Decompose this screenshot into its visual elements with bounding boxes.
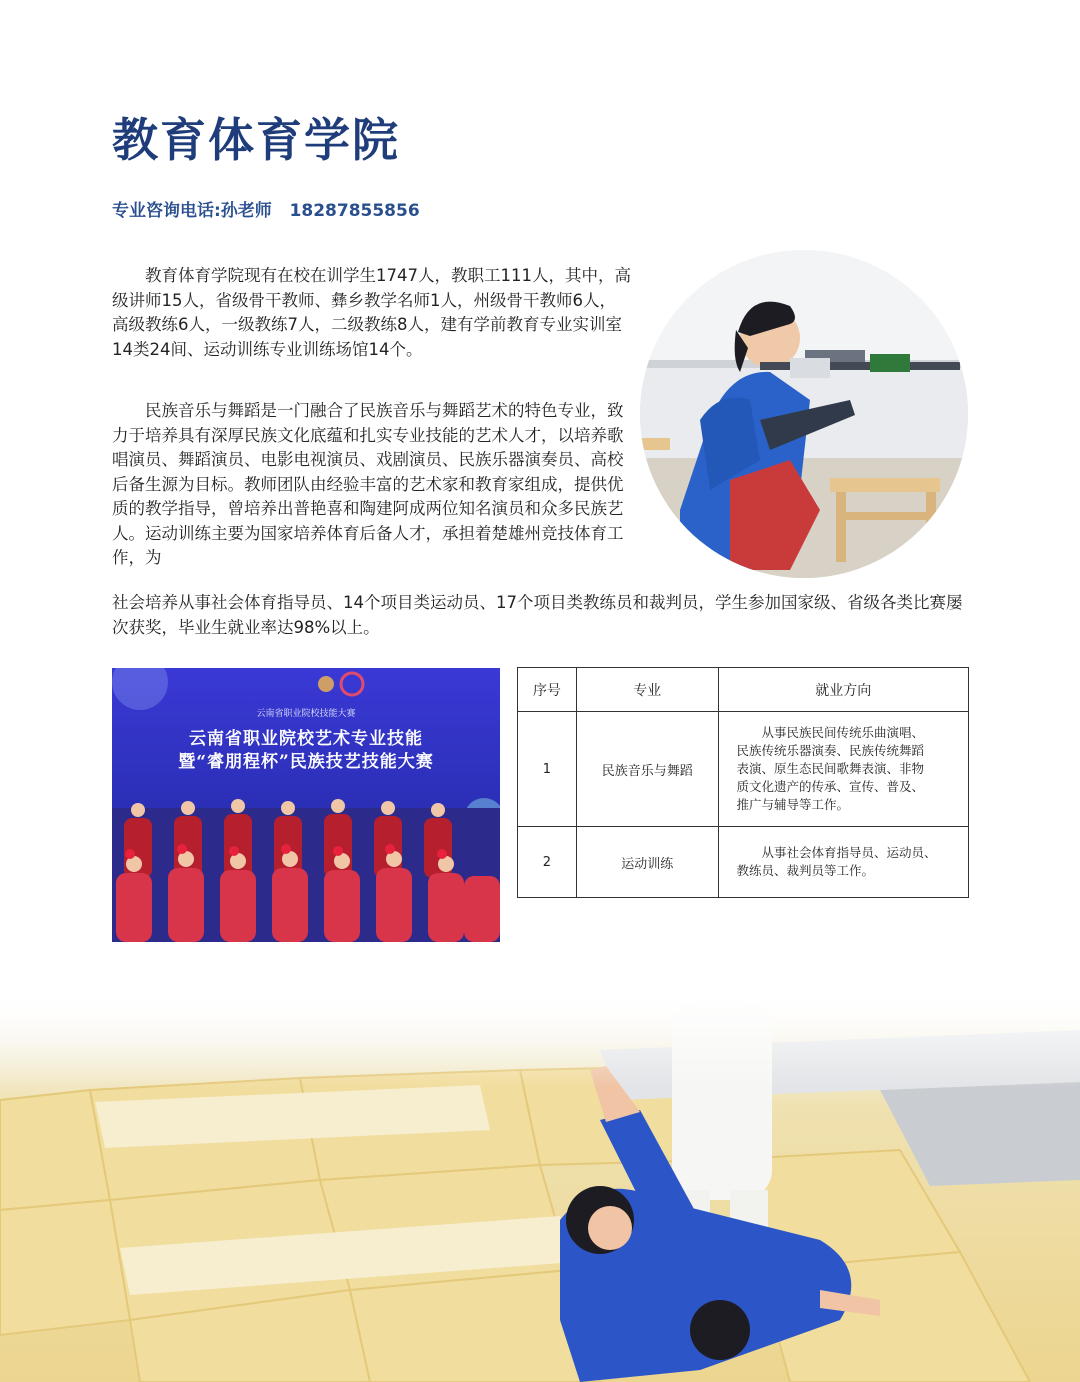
header-major: 专业 <box>576 668 718 712</box>
row-direction <box>718 712 968 827</box>
stage-title-line2: 暨“睿朋程杯”民族技艺技能大赛 <box>178 752 434 772</box>
row-direction <box>718 827 968 898</box>
table-row <box>518 827 969 898</box>
row-index: 1 <box>518 712 577 827</box>
shooting-athlete-photo <box>640 250 968 578</box>
header-index: 序号 <box>518 668 577 712</box>
page-title: 教育体育学院 <box>112 113 400 167</box>
competition-stage-photo <box>112 668 500 942</box>
majors-table <box>517 667 969 898</box>
major-paragraph: 民族音乐与舞蹈是一门融合了民族音乐与舞蹈艺术的特色专业，致力于培养具有深厚民族文化底蕴和扎实专业技能的艺术人才，以培养歌唱演员、舞蹈演员、电影电视演员、戏剧演员、民族乐器演奏员、高校后备生源为目标。教师团队由经验丰富的艺术家和教育家组成，提供优质的教学指导，曾培养出普艳喜和陶建阿成两位知名演员和众多民族艺人。运动训练主要为国家培养体育后备人才，承担着楚雄州竞技体育工作，为 <box>112 401 624 567</box>
stage-title-line1: 云南省职业院校艺术专业技能 <box>189 729 423 749</box>
table-row <box>518 712 969 827</box>
row-major: 民族音乐与舞蹈 <box>576 712 718 827</box>
direction-line: 推广与辅导等工作。 <box>736 797 850 812</box>
direction-line: 从事民族民间传统乐曲演唱、 <box>761 725 925 740</box>
direction-line: 表演、原生态民间歌舞表演、非物 <box>736 761 925 776</box>
direction-line: 教练员、裁判员等工作。 <box>736 863 875 878</box>
row-index: 2 <box>518 827 577 898</box>
direction-line: 民族传统乐器演奏、民族传统舞蹈 <box>736 743 925 758</box>
judo-training-photo <box>0 990 1080 1382</box>
shooting-athlete-illustration <box>640 250 968 578</box>
direction-line: 从事社会体育指导员、运动员、 <box>761 845 937 860</box>
stage-caption: 云南省职业院校技能大赛 <box>256 709 356 719</box>
contact-phone: 专业咨询电话:孙老师 18287855856 <box>112 201 420 221</box>
intro-paragraph: 教育体育学院现有在校在训学生1747人，教职工111人，其中，高级讲师15人，省级骨干教师、彝乡教学名师1人，州级骨干教师6人，高级教练6人，一级教练7人，二级教练8人，建有学前教育专业实训室14类24间、运动训练专业训练场馆14个。 <box>112 266 631 359</box>
direction-line: 质文化遗产的传承、宣传、普及、 <box>736 779 925 794</box>
header-direction: 就业方向 <box>718 668 968 712</box>
row-major: 运动训练 <box>576 827 718 898</box>
judo-illustration <box>0 990 1080 1382</box>
major-paragraph-continued: 社会培养从事社会体育指导员、14个项目类运动员、17个项目类教练员和裁判员，学生参加国家级、省级各类比赛屡次获奖，毕业生就业率达98%以上。 <box>112 593 963 637</box>
table-header-row <box>518 668 969 712</box>
